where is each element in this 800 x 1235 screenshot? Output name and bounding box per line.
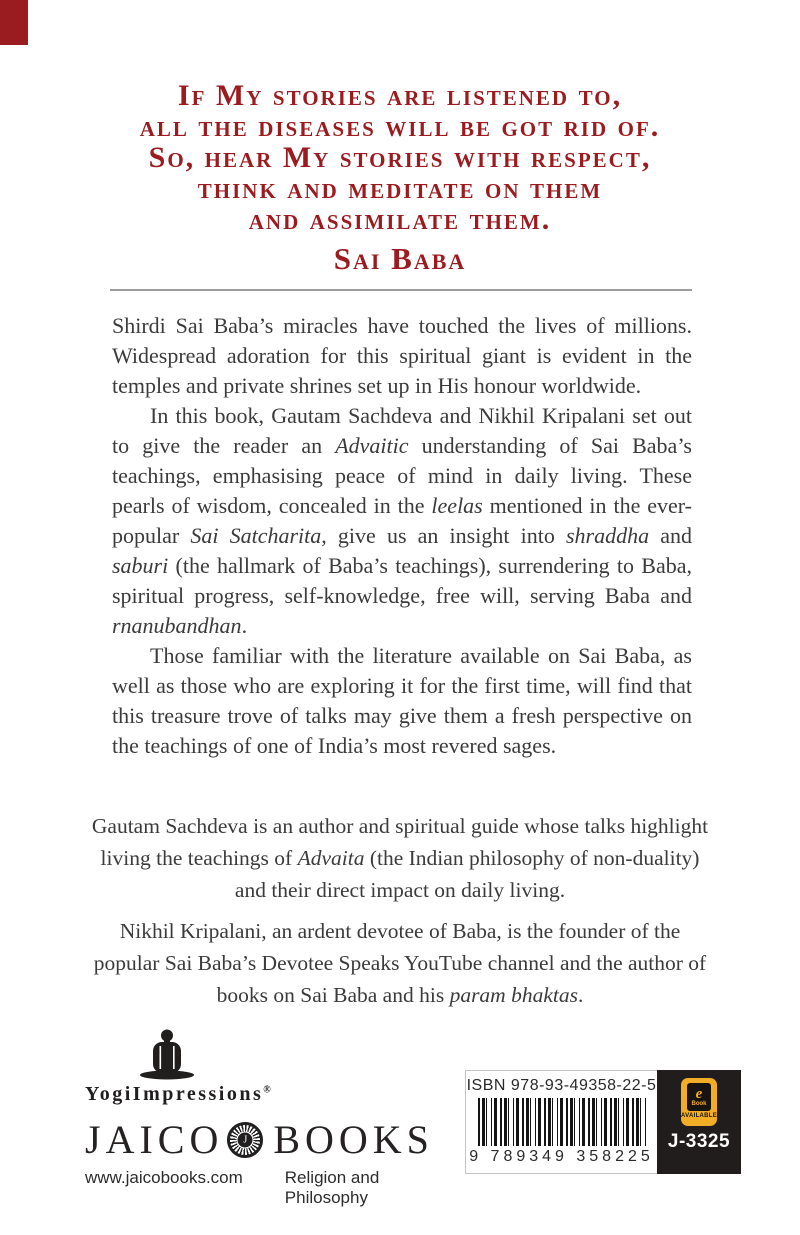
author-bio-nikhil: Nikhil Kripalani, an ardent devotee of Baba, is the founder of the popular Sai Baba’s Devotee Speaks YouTube channel and the author of books on Sai Baba and his param bhaktas. <box>93 919 707 1007</box>
publisher-info-row <box>85 1168 415 1208</box>
ebook-available-label: AVAILABLE <box>680 1113 718 1119</box>
books-word: BOOKS <box>273 1117 434 1162</box>
spine-corner-mark <box>0 0 28 45</box>
synopsis-paragraph: Shirdi Sai Baba’s miracles have touched the lives of millions. Widespread adoration for this spiritual giant is evident in the temples and private shrines set up in His honour worldwide. <box>112 313 692 398</box>
quote-attribution: Sai Baba <box>333 241 467 276</box>
barcode-block <box>465 1070 741 1174</box>
registered-mark: ® <box>263 1084 271 1096</box>
synopsis <box>112 311 692 761</box>
jaico-wheel-icon <box>227 1122 263 1158</box>
ebook-e-glyph: e <box>695 1085 703 1102</box>
barcode-digits: 9 789349 358225 <box>469 1148 654 1165</box>
quote-line: and assimilate them. <box>248 203 552 236</box>
isbn-label: ISBN 978-93-49358-22-5 <box>466 1077 657 1094</box>
barcode-bars <box>478 1098 647 1146</box>
barcode-area <box>465 1070 657 1174</box>
synopsis-paragraph: In this book, Gautam Sachdeva and Nikhil Kripalani set out to give the reader an Advaitic understanding of Sai Baba’s teachings, emphasising peace of mind in daily living. These pearls of wisdom, concealed in the leelas mentioned in the ever-popular Sai Satcharita, give us an insight into shraddha and saburi (the hallmark of Baba’s teachings), surrendering to Baba, spiritual progress, self-knowledge, free will, serving Baba and rnanubandhan. <box>112 403 693 638</box>
ebook-icon <box>687 1083 711 1111</box>
quote-block <box>0 80 800 276</box>
quote-line: So, hear My stories with respect, <box>148 141 652 174</box>
catalog-code: J-3325 <box>667 1131 731 1152</box>
ebook-available-badge <box>681 1078 717 1126</box>
synopsis-paragraph: Those familiar with the literature available on Sai Baba, as well as those who are exploring it for the first time, will find that this treasure trove of talks may give them a fresh perspective on the teachings of one of India’s most revered sages. <box>112 643 692 758</box>
author-bio-gautam: Gautam Sachdeva is an author and spiritual guide whose talks highlight living the teachings of Advaita (the Indian philosophy of non-duality) and their direct impact on daily living. <box>91 814 709 902</box>
imprint-name: YogiImpressions <box>85 1083 264 1105</box>
barcode-side-panel <box>657 1070 741 1174</box>
quote-line: think and meditate on them <box>197 172 603 205</box>
jaico-wheel-letter: J <box>237 1132 254 1149</box>
publisher-website: www.jaicobooks.com <box>85 1168 243 1187</box>
publisher-block <box>85 1028 434 1208</box>
jaico-books-logo <box>85 1117 434 1162</box>
category-label: Religion and Philosophy <box>284 1168 380 1207</box>
jaico-word: JAICO <box>85 1117 224 1162</box>
quote-line: If My stories are listened to, <box>177 79 623 112</box>
yogi-impressions-logo <box>85 1083 415 1106</box>
ebook-book-label: Book <box>691 1100 707 1107</box>
quote-line: all the diseases will be got rid of. <box>139 110 661 143</box>
yogi-meditating-figure-icon <box>135 1028 199 1080</box>
divider-rule <box>110 289 692 291</box>
